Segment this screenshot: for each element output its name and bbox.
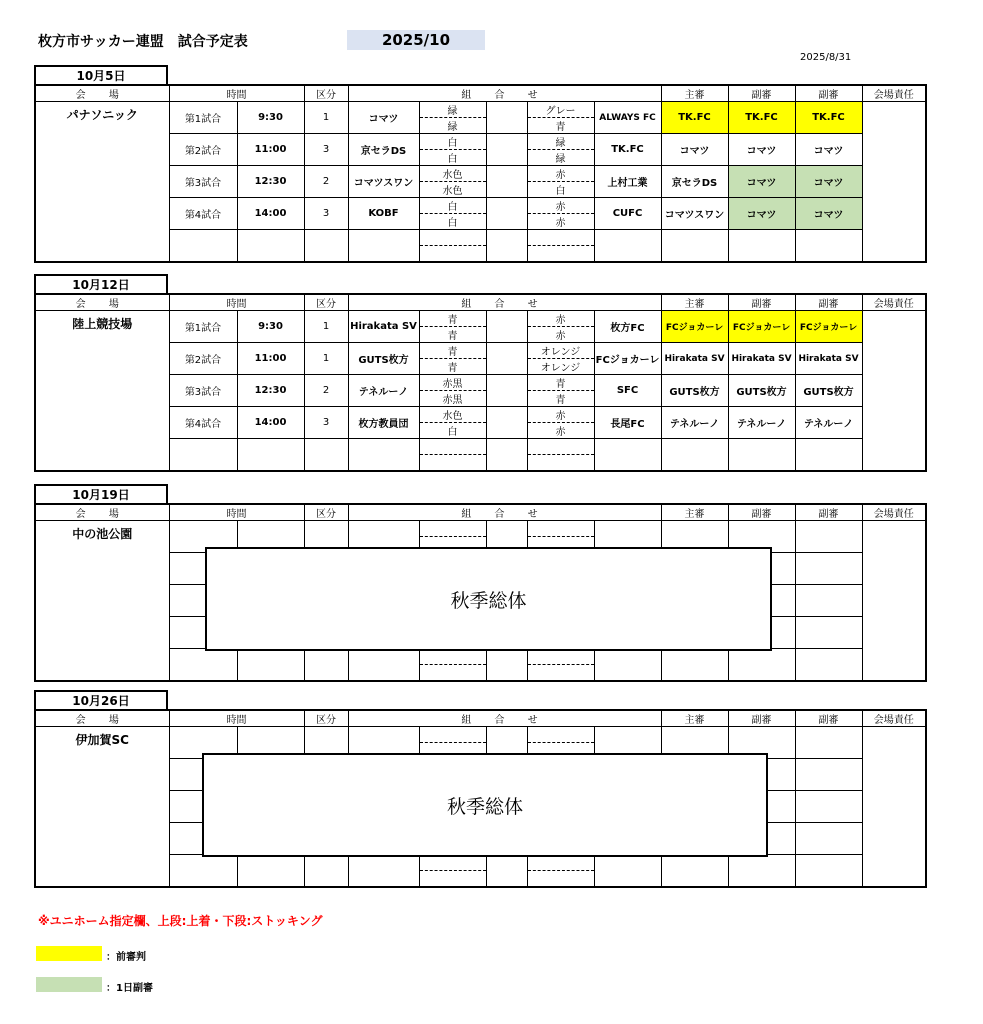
match-number xyxy=(169,230,237,263)
kickoff-time: 14:00 xyxy=(237,198,304,230)
kickoff-time: 9:30 xyxy=(237,102,304,134)
venue-manager-header: 会場責任 xyxy=(862,710,926,727)
match-number: 第3試合 xyxy=(169,375,237,407)
venue-manager-header: 会場責任 xyxy=(862,294,926,311)
referee: 京セラDS xyxy=(661,166,728,198)
referee-header: 主審 xyxy=(661,294,728,311)
division-header: 区分 xyxy=(304,710,348,727)
venue-header: 会 場 xyxy=(35,710,169,727)
referee: Hirakata SV xyxy=(661,343,728,375)
assistant-referee: TK.FC xyxy=(795,102,862,134)
venue-name: 中の池公園 xyxy=(35,521,169,682)
assistant-referee xyxy=(795,617,862,649)
home-sock-color: 青 xyxy=(419,359,486,375)
day-label: 10月26日 xyxy=(34,690,168,709)
spacer-cell xyxy=(486,166,527,198)
assistant2-header: 副審 xyxy=(795,294,862,311)
away-sock-color: 白 xyxy=(527,182,594,198)
assistant-referee xyxy=(795,855,862,888)
home-shirt-color: 緑 xyxy=(419,102,486,118)
match-number: 第3試合 xyxy=(169,166,237,198)
away-sock-color: 青 xyxy=(527,118,594,134)
referee xyxy=(661,649,728,682)
away-shirt-color: 赤 xyxy=(527,166,594,182)
away-sock-color: 赤 xyxy=(527,327,594,343)
assistant-referee: コマツ xyxy=(728,198,795,230)
venue-manager xyxy=(862,521,926,682)
home-sock-color xyxy=(419,246,486,263)
referee-header: 主審 xyxy=(661,85,728,102)
legend-green-label: ：1日副審 xyxy=(106,983,153,994)
referee: テネルーノ xyxy=(661,407,728,439)
venue-manager xyxy=(862,102,926,263)
assistant-referee xyxy=(795,230,862,263)
referee: FCジョカーレ xyxy=(661,311,728,343)
match-number: 第2試合 xyxy=(169,134,237,166)
home-shirt-color xyxy=(419,727,486,743)
page-title: 枚方市サッカー連盟 試合予定表 xyxy=(38,34,248,50)
division-header: 区分 xyxy=(304,85,348,102)
assistant1-header: 副審 xyxy=(728,294,795,311)
away-team xyxy=(594,439,661,472)
match-number xyxy=(169,649,237,682)
home-team: 枚方教員団 xyxy=(348,407,419,439)
assistant-referee: コマツ xyxy=(728,166,795,198)
referee-header: 主審 xyxy=(661,504,728,521)
spacer-cell xyxy=(486,102,527,134)
referee: コマツ xyxy=(661,134,728,166)
away-shirt-color: 赤 xyxy=(527,311,594,327)
assistant-referee xyxy=(728,649,795,682)
match-header: 組 合 せ xyxy=(348,294,661,311)
assistant-referee: GUTS枚方 xyxy=(728,375,795,407)
kickoff-time: 12:30 xyxy=(237,166,304,198)
away-team: SFC xyxy=(594,375,661,407)
venue-header: 会 場 xyxy=(35,85,169,102)
venue-header: 会 場 xyxy=(35,504,169,521)
assistant1-header: 副審 xyxy=(728,504,795,521)
division xyxy=(304,439,348,472)
away-shirt-color: オレンジ xyxy=(527,343,594,359)
away-shirt-color xyxy=(527,727,594,743)
assistant-referee xyxy=(728,855,795,888)
assistant-referee xyxy=(795,649,862,682)
away-shirt-color: 緑 xyxy=(527,134,594,150)
division: 2 xyxy=(304,166,348,198)
assistant2-header: 副審 xyxy=(795,710,862,727)
division: 1 xyxy=(304,102,348,134)
match-header: 組 合 せ xyxy=(348,710,661,727)
issue-date: 2025/8/31 xyxy=(800,52,852,63)
home-shirt-color: 白 xyxy=(419,198,486,214)
away-sock-color: 赤 xyxy=(527,214,594,230)
away-team: TK.FC xyxy=(594,134,661,166)
kickoff-time: 12:30 xyxy=(237,375,304,407)
home-sock-color: 赤黒 xyxy=(419,391,486,407)
home-sock-color xyxy=(419,665,486,682)
division: 1 xyxy=(304,311,348,343)
home-team: GUTS枚方 xyxy=(348,343,419,375)
venue-name: パナソニック xyxy=(35,102,169,263)
referee: GUTS枚方 xyxy=(661,375,728,407)
assistant-referee: テネルーノ xyxy=(795,407,862,439)
cancelled-notice: 秋季総体 xyxy=(205,547,772,651)
away-team: 長尾FC xyxy=(594,407,661,439)
home-shirt-color xyxy=(419,230,486,246)
division xyxy=(304,230,348,263)
assistant1-header: 副審 xyxy=(728,710,795,727)
kickoff-time: 9:30 xyxy=(237,311,304,343)
spacer-cell xyxy=(486,134,527,166)
home-team: テネルーノ xyxy=(348,375,419,407)
assistant-referee xyxy=(795,439,862,472)
time-header: 時間 xyxy=(169,504,304,521)
home-shirt-color xyxy=(419,521,486,537)
referee: コマツスワン xyxy=(661,198,728,230)
assistant-referee xyxy=(795,585,862,617)
match-number xyxy=(169,439,237,472)
match-number: 第1試合 xyxy=(169,311,237,343)
assistant-referee xyxy=(795,553,862,585)
day-label: 10月12日 xyxy=(34,274,168,293)
day-label: 10月19日 xyxy=(34,484,168,503)
schedule-table xyxy=(34,293,927,472)
assistant-referee: FCジョカーレ xyxy=(795,311,862,343)
home-team xyxy=(348,649,419,682)
assistant2-header: 副審 xyxy=(795,85,862,102)
assistant-referee xyxy=(795,521,862,553)
away-shirt-color: グレー xyxy=(527,102,594,118)
away-team xyxy=(594,855,661,888)
time-header: 時間 xyxy=(169,85,304,102)
assistant-referee xyxy=(728,439,795,472)
assistant1-header: 副審 xyxy=(728,85,795,102)
kickoff-time: 11:00 xyxy=(237,343,304,375)
spacer-cell xyxy=(486,343,527,375)
home-team xyxy=(348,230,419,263)
division-header: 区分 xyxy=(304,504,348,521)
home-team: コマツスワン xyxy=(348,166,419,198)
referee xyxy=(661,230,728,263)
away-team: CUFC xyxy=(594,198,661,230)
spacer-cell xyxy=(486,855,527,888)
day-label: 10月5日 xyxy=(34,65,168,84)
division: 2 xyxy=(304,375,348,407)
away-sock-color: 青 xyxy=(527,391,594,407)
home-shirt-color xyxy=(419,439,486,455)
away-team: 枚方FC xyxy=(594,311,661,343)
division: 1 xyxy=(304,343,348,375)
assistant-referee xyxy=(728,230,795,263)
venue-manager xyxy=(862,311,926,472)
match-header: 組 合 せ xyxy=(348,504,661,521)
match-number xyxy=(169,855,237,888)
division: 3 xyxy=(304,407,348,439)
away-sock-color xyxy=(527,665,594,682)
away-team: 上村工業 xyxy=(594,166,661,198)
referee xyxy=(661,439,728,472)
assistant2-header: 副審 xyxy=(795,504,862,521)
spacer-cell xyxy=(486,439,527,472)
kickoff-time xyxy=(237,439,304,472)
spacer-cell xyxy=(486,407,527,439)
kickoff-time xyxy=(237,230,304,263)
away-sock-color: 緑 xyxy=(527,150,594,166)
match-number: 第1試合 xyxy=(169,102,237,134)
venue-manager-header: 会場責任 xyxy=(862,85,926,102)
division xyxy=(304,649,348,682)
home-shirt-color: 青 xyxy=(419,343,486,359)
referee: TK.FC xyxy=(661,102,728,134)
assistant-referee: コマツ xyxy=(795,134,862,166)
away-shirt-color: 赤 xyxy=(527,407,594,423)
home-team xyxy=(348,855,419,888)
division: 3 xyxy=(304,134,348,166)
away-sock-color xyxy=(527,246,594,263)
away-shirt-color xyxy=(527,521,594,537)
home-shirt-color: 水色 xyxy=(419,166,486,182)
referee-header: 主審 xyxy=(661,710,728,727)
home-sock-color: 白 xyxy=(419,214,486,230)
home-sock-color xyxy=(419,455,486,472)
away-shirt-color xyxy=(527,439,594,455)
home-sock-color: 青 xyxy=(419,327,486,343)
home-shirt-color: 白 xyxy=(419,134,486,150)
match-header: 組 合 せ xyxy=(348,85,661,102)
division: 3 xyxy=(304,198,348,230)
away-shirt-color: 青 xyxy=(527,375,594,391)
uniform-note: ※ユニホーム指定欄、上段:上着・下段:ストッキング xyxy=(38,914,323,928)
away-team xyxy=(594,649,661,682)
home-shirt-color: 水色 xyxy=(419,407,486,423)
home-team: コマツ xyxy=(348,102,419,134)
assistant-referee xyxy=(795,791,862,823)
assistant-referee: GUTS枚方 xyxy=(795,375,862,407)
assistant-referee: Hirakata SV xyxy=(728,343,795,375)
away-shirt-color xyxy=(527,230,594,246)
cancelled-notice: 秋季総体 xyxy=(202,753,768,857)
assistant-referee: コマツ xyxy=(795,198,862,230)
assistant-referee: コマツ xyxy=(728,134,795,166)
kickoff-time: 11:00 xyxy=(237,134,304,166)
home-sock-color: 白 xyxy=(419,423,486,439)
assistant-referee xyxy=(795,823,862,855)
time-header: 時間 xyxy=(169,294,304,311)
assistant-referee xyxy=(795,727,862,759)
home-sock-color xyxy=(419,871,486,888)
assistant-referee: TK.FC xyxy=(728,102,795,134)
away-sock-color xyxy=(527,455,594,472)
spacer-cell xyxy=(486,649,527,682)
assistant-referee xyxy=(795,759,862,791)
time-header: 時間 xyxy=(169,710,304,727)
legend-yellow-label: ：前審判 xyxy=(106,952,146,963)
home-sock-color: 白 xyxy=(419,150,486,166)
legend-green-swatch xyxy=(36,977,102,992)
home-sock-color: 水色 xyxy=(419,182,486,198)
venue-manager-header: 会場責任 xyxy=(862,504,926,521)
match-number: 第4試合 xyxy=(169,407,237,439)
assistant-referee: コマツ xyxy=(795,166,862,198)
referee xyxy=(661,855,728,888)
division xyxy=(304,855,348,888)
spacer-cell xyxy=(486,198,527,230)
away-team: ALWAYS FC xyxy=(594,102,661,134)
home-shirt-color: 赤黒 xyxy=(419,375,486,391)
match-number: 第4試合 xyxy=(169,198,237,230)
schedule-table xyxy=(34,84,927,263)
month-label: 2025/10 xyxy=(347,30,485,50)
assistant-referee: Hirakata SV xyxy=(795,343,862,375)
away-team: FCジョカーレ xyxy=(594,343,661,375)
away-shirt-color: 赤 xyxy=(527,198,594,214)
home-sock-color: 緑 xyxy=(419,118,486,134)
home-team xyxy=(348,439,419,472)
home-team: Hirakata SV xyxy=(348,311,419,343)
venue-name: 陸上競技場 xyxy=(35,311,169,472)
away-team xyxy=(594,230,661,263)
away-sock-color: オレンジ xyxy=(527,359,594,375)
venue-manager xyxy=(862,727,926,888)
legend-yellow-swatch xyxy=(36,946,102,961)
match-number: 第2試合 xyxy=(169,343,237,375)
assistant-referee: FCジョカーレ xyxy=(728,311,795,343)
spacer-cell xyxy=(486,230,527,263)
spacer-cell xyxy=(486,311,527,343)
home-shirt-color: 青 xyxy=(419,311,486,327)
home-team: 京セラDS xyxy=(348,134,419,166)
kickoff-time: 14:00 xyxy=(237,407,304,439)
home-team: KOBF xyxy=(348,198,419,230)
away-sock-color xyxy=(527,871,594,888)
division-header: 区分 xyxy=(304,294,348,311)
venue-name: 伊加賀SC xyxy=(35,727,169,888)
kickoff-time xyxy=(237,649,304,682)
assistant-referee: テネルーノ xyxy=(728,407,795,439)
away-sock-color: 赤 xyxy=(527,423,594,439)
venue-header: 会 場 xyxy=(35,294,169,311)
spacer-cell xyxy=(486,375,527,407)
kickoff-time xyxy=(237,855,304,888)
